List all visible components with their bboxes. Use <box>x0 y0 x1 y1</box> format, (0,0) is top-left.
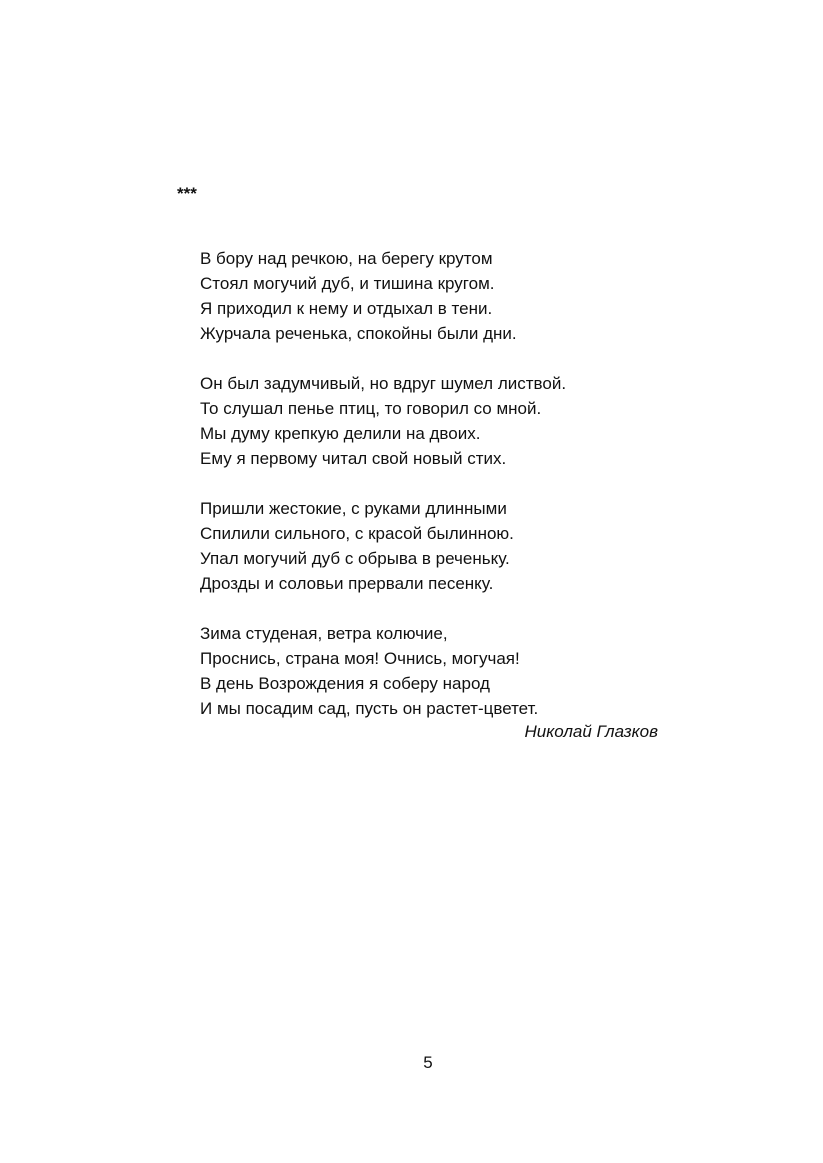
stanza-2 <box>200 371 670 471</box>
poem-line: Я приходил к нему и отдыхал в тени. <box>200 299 493 318</box>
poem-line: Ему я первому читал свой новый стих. <box>200 449 507 468</box>
poem <box>200 246 670 721</box>
page-number: 5 <box>423 1053 433 1072</box>
poem-line: Пришли жестокие, с руками длинными <box>200 499 507 518</box>
poem-author: Николай Глазков <box>524 722 658 741</box>
section-separator: *** <box>177 184 197 203</box>
poem-line: Мы думу крепкую делили на двоих. <box>200 424 481 443</box>
poem-line: Журчала реченька, спокойны были дни. <box>200 324 517 343</box>
poem-line: Дрозды и соловьи прервали песенку. <box>200 574 494 593</box>
stanza-3 <box>200 496 670 596</box>
poem-line: И мы посадим сад, пусть он растет-цветет. <box>200 699 539 718</box>
poem-line: В бору над речкою, на берегу крутом <box>200 249 493 268</box>
poem-line: Упал могучий дуб с обрыва в реченьку. <box>200 549 510 568</box>
stanza-4 <box>200 621 670 721</box>
stanza-1 <box>200 246 670 346</box>
poem-line: В день Возрождения я соберу народ <box>200 674 490 693</box>
poem-line: Проснись, страна моя! Очнись, могучая! <box>200 649 520 668</box>
poem-line: Стоял могучий дуб, и тишина кругом. <box>200 274 495 293</box>
poem-line: Спилили сильного, с красой былинною. <box>200 524 514 543</box>
poem-line: Он был задумчивый, но вдруг шумел листвой. <box>200 374 567 393</box>
poem-line: То слушал пенье птиц, то говорил со мной. <box>200 399 542 418</box>
poem-line: Зима студеная, ветра колючие, <box>200 624 448 643</box>
